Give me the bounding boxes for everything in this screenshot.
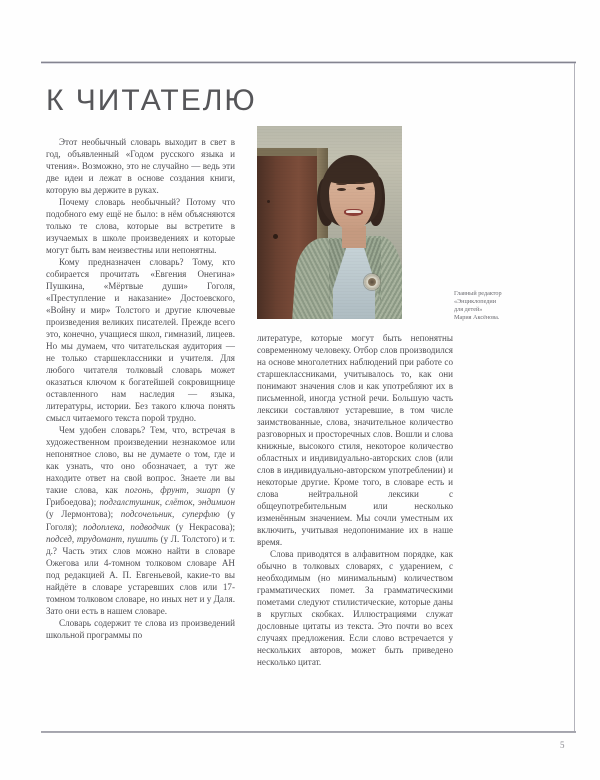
- paragraph: Почему словарь необычный? Потому что подобного ему ещё не было: в нём объясняются только те слова, которые вы встретите в изучаемых в школе произведениях и которые могут быть вам неизвестны или непонятны.: [46, 197, 235, 256]
- paragraph-with-italic-terms: Чем удобен словарь? Тем, что, встречая в художественном произведении незнакомое или непонятное слово, вы не думаете о том, где и как узнать, что оно обозначает, а тут же находите ответ на свой вопрос. Знаете ли вы такие слова, как погонь, фрунт, эшарп (у Грибоедова); подгалстушник, слёток, эндимион (у Лермонтова); подсочельник, суперфлю (у Гоголя); подоплека, подводчик (у Некрасова); подсед, трудомант, пушить (у Л. Толстого) и т. д.? Часть этих слов можно найти в словаре Ожегова или 4-томном толковом словаре АН под редакцией А. П. Евгеньевой, какие-то вы найдёте в словаре устаревших слов или 17-томном толковом словаре, но иных нет и у Даля. Зато они есть в нашем словаре.: [46, 425, 236, 616]
- photo-caption-line-2: «Энциклопедии: [454, 298, 497, 306]
- italic-term-group: подоплека, подводчик: [82, 521, 170, 532]
- paragraph: Слова приводятся в алфавитном порядке, как обычно в толковых словарях, с ударением, с необходимым (но минимальным) количеством грамматических помет. За грамматическими пометами следуют стилистические, которые даны в круглых скобках. Иллюстрациями служат дословные цитаты из текста. Это почти во всех случаях предложения. Если слово встречается у нескольких авторов, может быть приведено несколько цитат.: [257, 549, 453, 668]
- italic-term-group: подгалстушник, слёток, эндимион: [99, 497, 235, 508]
- portrait-photo-image: [257, 126, 402, 319]
- page-number: 5: [560, 740, 565, 750]
- photo-caption-line-1: Главный редактор: [454, 290, 502, 297]
- paragraph: литературе, которые могут быть непонятны современному человеку. Отбор слов производился на основе многолетних наблюдений при работе со старшеклассниками, учитывалось то, как они понимают значения слов и как употребляют их в письменной, иногда устной речи. Большую часть лексики составляют устаревшие, в том числе заимствованные, слова, значительное количество разговорных и просторечных слов. Вошли и слова книжные, высокого стиля, некоторое количество областных и индивидуально-авторских слов (или слов в индивидуально-авторском употреблении) и некоторые другие. Кроме того, в словаре есть и слова нейтральной лексики с общеупотребительным или несколько изменённым значением. Мы сочли уместным их включить, учитывая недопонимание их в наше время.: [257, 333, 453, 548]
- right-border-rule: [574, 63, 575, 732]
- page-title: К ЧИТАТЕЛЮ: [46, 84, 257, 117]
- italic-term-group: подсед, трудомант, пушить: [46, 533, 158, 544]
- photo-caption-line-4: Мария Аксёнова.: [454, 314, 500, 322]
- body-column-left: [46, 136, 235, 641]
- photo-caption: [454, 290, 566, 322]
- paragraph: Этот необычный словарь выходит в свет в год, объявленный «Годом русского языка и чтения». Возможно, это не случайно — ведь эти две идеи и лежат в основе создания книги, которую вы держите в руках.: [46, 137, 235, 196]
- paragraph: Кому предназначен словарь? Тому, кто собирается прочитать «Евгения Онегина» Пушкина, «Мёртвые души» Гоголя, «Преступление и наказание» Достоевского, «Войну и мир» Толстого и другие ключевые произведения великих писателей. Прежде всего это, конечно, учащиеся школ, гимназий, лицеев. Но мы думаем, что читательская аудитория — не только старшеклассники и учителя. Для любого читателя толковый словарь может оказаться ключом к богатейшей сокровищнице оставленного нам наследия — языка, литературы, истории. Без такого ключа понять смысл читаемого текста порой трудно.: [46, 257, 235, 424]
- body-column-right: [257, 332, 453, 668]
- paragraph: Словарь содержит те слова из произведений школьной программы по: [46, 617, 235, 640]
- portrait-photo: [257, 126, 402, 319]
- bottom-divider-rule: [41, 731, 576, 733]
- top-divider-rule: [41, 61, 576, 64]
- photo-grain-overlay: [257, 126, 402, 319]
- italic-term-group: подсочельник, суперфлю: [120, 509, 220, 520]
- italic-term-group: погонь, фрунт, эшарп: [125, 485, 221, 496]
- photo-caption-line-3: для детей»: [454, 306, 483, 314]
